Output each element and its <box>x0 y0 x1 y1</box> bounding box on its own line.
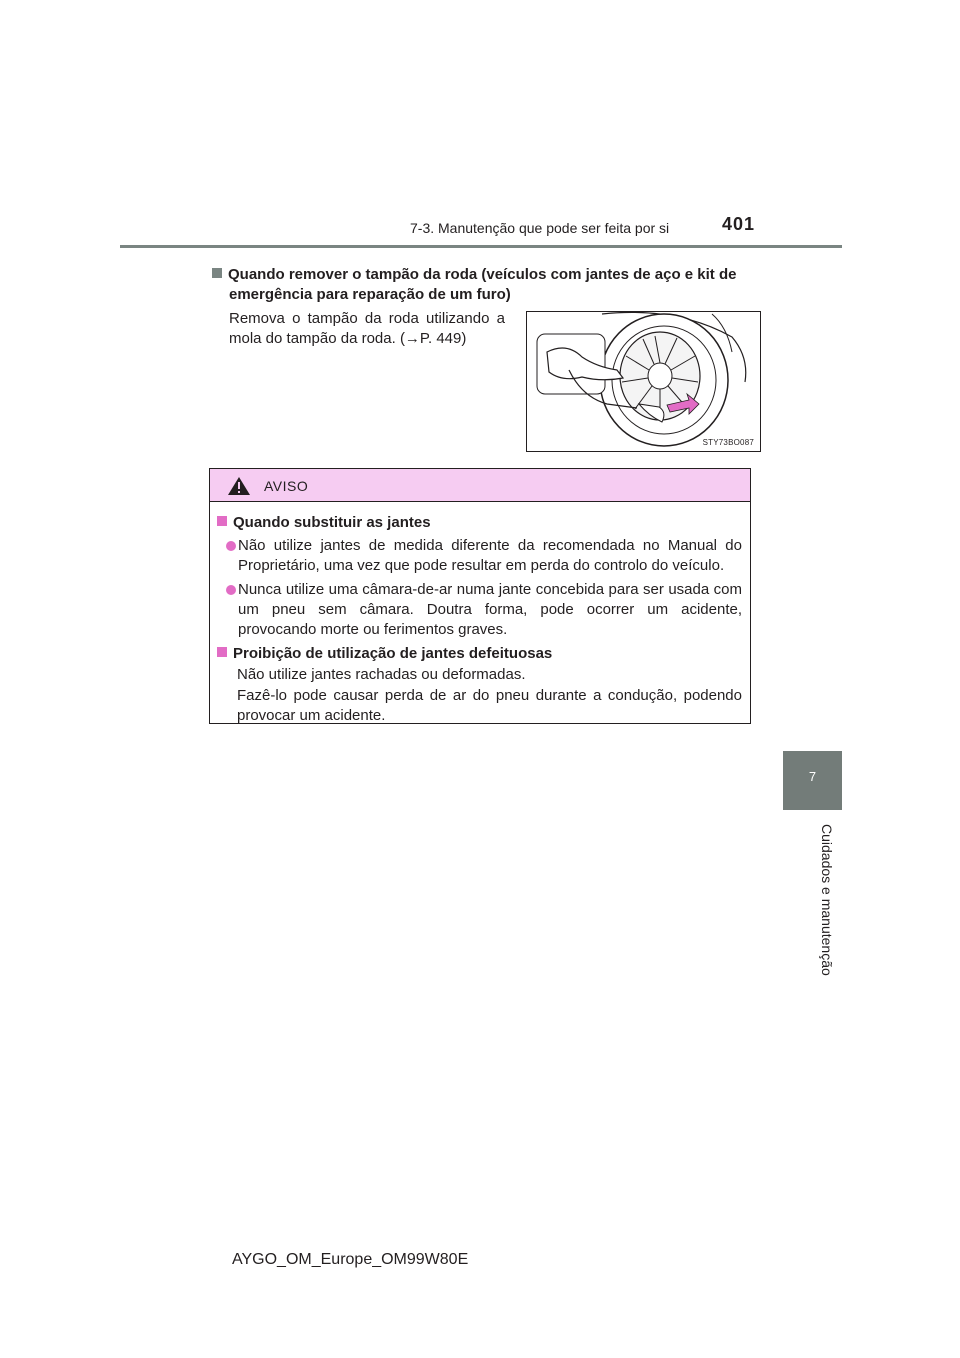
chapter-number: 7 <box>808 769 817 784</box>
warning-subheading-text: Quando substituir as jantes <box>233 514 431 531</box>
warning-paragraph: Não utilize jantes rachadas ou deformadas. <box>237 666 526 683</box>
circle-bullet-icon <box>226 585 236 595</box>
document-id: AYGO_OM_Europe_OM99W80E <box>232 1251 469 1268</box>
warning-subheading <box>217 644 742 664</box>
warning-paragraph: Fazê-lo pode causar perda de ar do pneu durante a condução, podendo provocar um acidente. <box>237 687 742 724</box>
square-bullet-icon <box>217 647 227 657</box>
warning-body <box>210 502 750 726</box>
warning-triangle-icon <box>227 476 251 496</box>
section-heading-line2: emergência para reparação de um furo) <box>229 286 511 303</box>
wheel-cap-removal-illustration <box>527 312 760 451</box>
warning-item-text: Não utilize jantes de medida diferente da recomendada no Manual do Proprietário, uma vez que pode resultar em perda do controlo do veículo. <box>238 537 742 574</box>
circle-bullet-icon <box>226 541 236 551</box>
page-number: 401 <box>722 214 756 234</box>
section-title: 7-3. Manutenção que pode ser feita por si <box>410 220 670 236</box>
section-heading <box>212 265 750 305</box>
warning-item <box>217 580 742 640</box>
section-body: Remova o tampão da roda utilizando a mola do tampão da roda. (→P. 449) <box>229 310 505 347</box>
square-bullet-icon <box>212 268 222 278</box>
header-rule <box>120 245 842 248</box>
warning-title: AVISO <box>264 478 309 494</box>
square-bullet-icon <box>217 516 227 526</box>
wheel-cap-figure <box>526 311 761 452</box>
chapter-label: Cuidados e manutenção <box>819 824 835 976</box>
warning-box <box>209 468 751 724</box>
figure-code: STY73BO087 <box>702 438 754 447</box>
warning-subheading <box>217 513 742 533</box>
warning-item <box>217 536 742 576</box>
chapter-tab <box>783 751 842 810</box>
warning-subheading-text: Proibição de utilização de jantes defeituosas <box>233 645 553 662</box>
warning-item-text: Nunca utilize uma câmara-de-ar numa jante concebida para ser usada com um pneu sem câmara. Doutra forma, pode ocorrer um acidente, provocando morte ou ferimentos graves. <box>238 581 742 638</box>
section-heading-line1: Quando remover o tampão da roda (veículos com jantes de aço e kit de <box>228 266 737 283</box>
warning-header <box>210 469 750 502</box>
